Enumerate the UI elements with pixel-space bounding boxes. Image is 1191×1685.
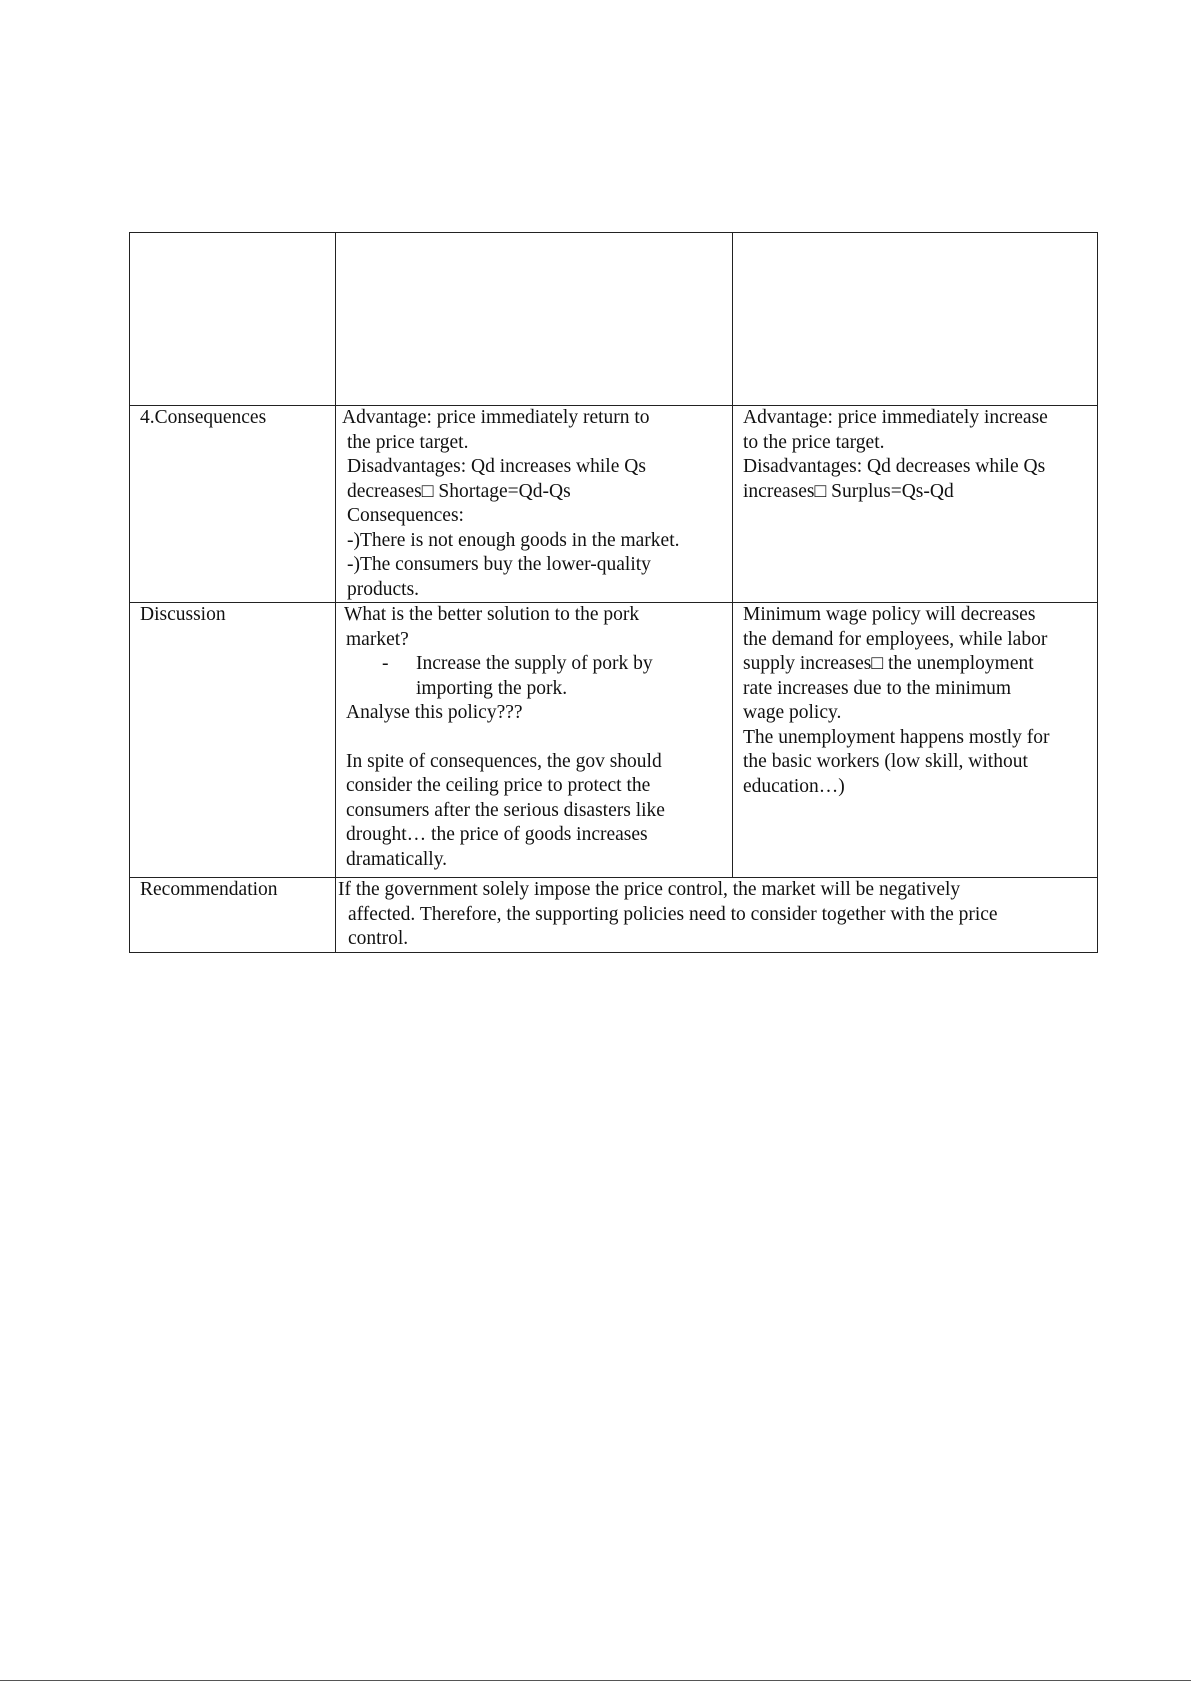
text-line: drought… the price of goods increases [346,824,648,845]
text-line: Advantage: price immediately increase [743,407,1048,428]
text-line: affected. Therefore, the supporting policies need to consider together with the price [348,903,998,925]
discussion-floor-cell [733,603,1098,878]
table-row-recommendation [130,878,1098,953]
blank-line [344,726,728,750]
text-line: Consequences: [347,505,464,526]
text-line: dramatically. [346,848,448,870]
text-line: increases□ Surplus=Qs-Qd [743,480,954,502]
table-row-discussion [130,603,1098,878]
text-line: the basic workers (low skill, without [743,751,1028,772]
text-line: If the government solely impose the price control, the market will be negatively [338,879,961,900]
text-line: The unemployment happens mostly for [743,726,1050,748]
text-line: Advantage: price immediately return to [342,407,650,428]
text-line: Increase the supply of pork by [416,653,653,674]
page-bottom-edge [0,1680,1191,1681]
text-line: supply increases□ the unemployment [743,653,1034,674]
blank-cell-label [130,233,336,406]
text-line: Minimum wage policy will decreases [743,604,1036,625]
row-label-recommendation [130,878,336,953]
text-line: education…) [743,775,845,797]
policy-table [129,232,1098,953]
text-line: What is the better solution to the pork [344,604,640,625]
row-label-discussion [130,603,336,878]
discussion-ceiling-cell [336,603,733,878]
text-line: consider the ceiling price to protect the [346,775,651,796]
text-line: In spite of consequences, the gov should [346,750,662,772]
text-line: the price target. [347,431,469,453]
text-line: to the price target. [743,431,885,453]
bullet-list-item [344,652,728,701]
label-text: Recommendation [140,879,278,900]
dash-bullet: - [382,653,389,674]
text-line: market? [346,628,409,650]
text-line: decreases□ Shortage=Qd-Qs [347,480,571,502]
text-line: rate increases due to the minimum [743,677,1012,699]
label-text: 4.Consequences [140,407,267,428]
consequences-ceiling-cell [336,406,733,603]
recommendation-cell [336,878,1098,953]
blank-cell-ceiling [336,233,733,406]
text-line: Disadvantages: Qd increases while Qs [347,456,646,477]
text-line: -)There is not enough goods in the market. [347,529,680,551]
text-line: the demand for employees, while labor [743,628,1048,650]
consequences-floor-cell [733,406,1098,603]
text-line: control. [348,928,409,949]
label-text: Discussion [140,604,226,625]
text-line: -)The consumers buy the lower-quality [347,554,651,575]
text-line: Analyse this policy??? [346,702,523,723]
blank-cell-floor [733,233,1098,406]
text-line: Disadvantages: Qd decreases while Qs [743,456,1046,477]
table-row-consequences [130,406,1098,603]
text-line: consumers after the serious disasters like [346,799,665,821]
text-line: wage policy. [743,702,842,723]
bullet-text [416,652,728,701]
row-label-consequences [130,406,336,603]
text-line: products. [347,578,420,600]
table-row-blank [130,233,1098,406]
text-line: importing the pork. [416,677,568,699]
